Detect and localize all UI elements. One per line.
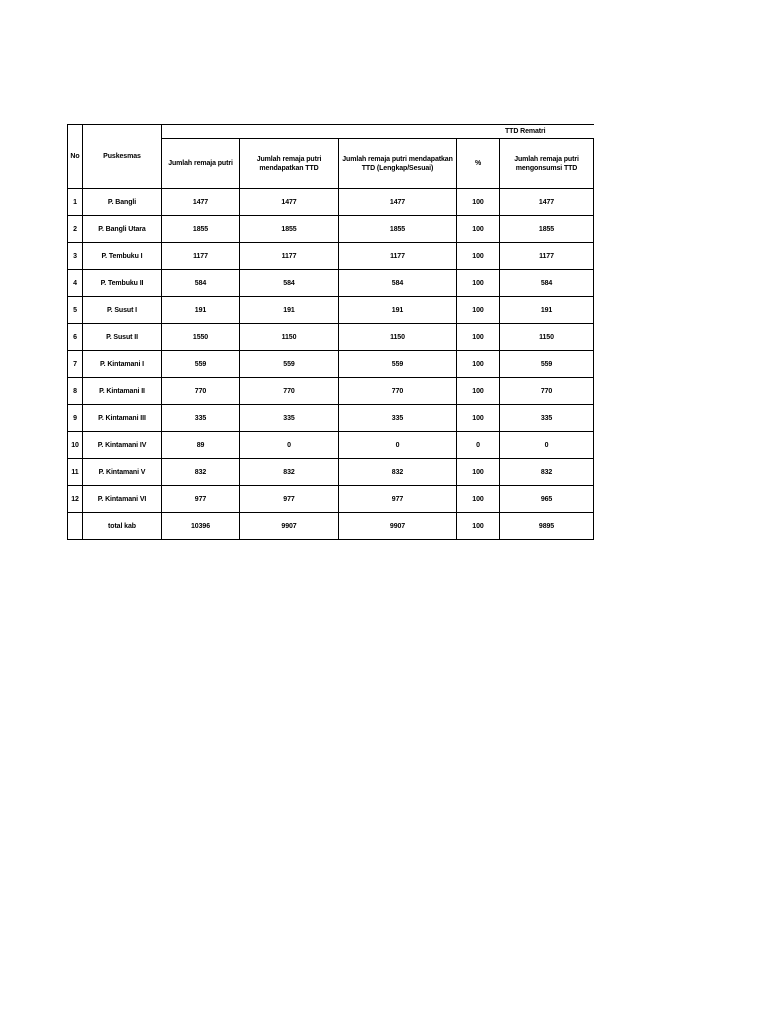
cell-lengkap: 335 [339, 405, 457, 432]
cell-persen: 100 [457, 324, 500, 351]
col-header-mengonsumsi-ttd: Jumlah remaja putri mengonsumsi TTD [500, 139, 594, 189]
cell-mengonsumsi: 0 [500, 432, 594, 459]
cell-no: 5 [68, 297, 83, 324]
table-row [68, 432, 594, 459]
cell-persen: 0 [457, 432, 500, 459]
cell-puskesmas: P. Kintamani II [83, 378, 162, 405]
cell-no: 12 [68, 486, 83, 513]
table-row [68, 486, 594, 513]
table-row [68, 270, 594, 297]
cell-no [68, 513, 83, 540]
cell-mengonsumsi: 1150 [500, 324, 594, 351]
cell-mendapatkan: 584 [240, 270, 339, 297]
cell-no: 3 [68, 243, 83, 270]
cell-persen: 100 [457, 189, 500, 216]
cell-no: 8 [68, 378, 83, 405]
cell-lengkap: 191 [339, 297, 457, 324]
cell-puskesmas: P. Kintamani I [83, 351, 162, 378]
cell-persen: 100 [457, 270, 500, 297]
cell-jumlah: 1550 [162, 324, 240, 351]
table-row [68, 216, 594, 243]
cell-persen: 100 [457, 378, 500, 405]
cell-lengkap: 977 [339, 486, 457, 513]
cell-mengonsumsi: 559 [500, 351, 594, 378]
cell-total-jumlah: 10396 [162, 513, 240, 540]
cell-puskesmas: P. Bangli [83, 189, 162, 216]
cell-jumlah: 1855 [162, 216, 240, 243]
cell-jumlah: 559 [162, 351, 240, 378]
cell-jumlah: 832 [162, 459, 240, 486]
cell-puskesmas: P. Susut II [83, 324, 162, 351]
cell-mengonsumsi: 584 [500, 270, 594, 297]
cell-mengonsumsi: 1855 [500, 216, 594, 243]
header-row-group [68, 125, 594, 139]
cell-mengonsumsi: 335 [500, 405, 594, 432]
table-row [68, 324, 594, 351]
cell-mendapatkan: 191 [240, 297, 339, 324]
cell-no: 4 [68, 270, 83, 297]
cell-jumlah: 584 [162, 270, 240, 297]
cell-total-mendapatkan: 9907 [240, 513, 339, 540]
cell-mendapatkan: 335 [240, 405, 339, 432]
cell-total-mengonsumsi: 9895 [500, 513, 594, 540]
table-row [68, 189, 594, 216]
cell-puskesmas: P. Tembuku II [83, 270, 162, 297]
cell-no: 9 [68, 405, 83, 432]
cell-mendapatkan: 1177 [240, 243, 339, 270]
cell-persen: 100 [457, 486, 500, 513]
cell-jumlah: 191 [162, 297, 240, 324]
cell-puskesmas: P. Kintamani III [83, 405, 162, 432]
table-row [68, 297, 594, 324]
cell-jumlah: 1177 [162, 243, 240, 270]
cell-lengkap: 0 [339, 432, 457, 459]
total-row [68, 513, 594, 540]
cell-puskesmas: P. Tembuku I [83, 243, 162, 270]
cell-persen: 100 [457, 459, 500, 486]
cell-puskesmas: P. Kintamani V [83, 459, 162, 486]
cell-jumlah: 977 [162, 486, 240, 513]
cell-mengonsumsi: 1177 [500, 243, 594, 270]
cell-lengkap: 1855 [339, 216, 457, 243]
cell-jumlah: 89 [162, 432, 240, 459]
cell-mengonsumsi: 191 [500, 297, 594, 324]
col-header-jumlah-remaja-putri: Jumlah remaja putri [162, 139, 240, 189]
cell-total-label: total kab [83, 513, 162, 540]
col-header-lengkap-sesuai: Jumlah remaja putri mendapatkan TTD (Lengkap/Sesuai) [339, 139, 457, 189]
cell-lengkap: 1177 [339, 243, 457, 270]
table-row [68, 378, 594, 405]
table-row [68, 405, 594, 432]
cell-mengonsumsi: 965 [500, 486, 594, 513]
cell-no: 6 [68, 324, 83, 351]
cell-mengonsumsi: 832 [500, 459, 594, 486]
cell-jumlah: 770 [162, 378, 240, 405]
cell-lengkap: 1477 [339, 189, 457, 216]
cell-puskesmas: P. Kintamani IV [83, 432, 162, 459]
cell-no: 7 [68, 351, 83, 378]
ttd-rematri-table [67, 124, 594, 540]
table-row [68, 243, 594, 270]
cell-total-lengkap: 9907 [339, 513, 457, 540]
cell-lengkap: 584 [339, 270, 457, 297]
cell-jumlah: 1477 [162, 189, 240, 216]
cell-lengkap: 832 [339, 459, 457, 486]
cell-persen: 100 [457, 243, 500, 270]
cell-mendapatkan: 1855 [240, 216, 339, 243]
cell-mengonsumsi: 1477 [500, 189, 594, 216]
cell-mendapatkan: 0 [240, 432, 339, 459]
cell-persen: 100 [457, 216, 500, 243]
cell-mendapatkan: 977 [240, 486, 339, 513]
cell-lengkap: 770 [339, 378, 457, 405]
cell-mendapatkan: 770 [240, 378, 339, 405]
cell-no: 11 [68, 459, 83, 486]
table-row [68, 351, 594, 378]
cell-no: 1 [68, 189, 83, 216]
cell-mendapatkan: 1150 [240, 324, 339, 351]
group-header-ttd-rematri: TTD Rematri [162, 125, 594, 139]
col-header-no: No [68, 125, 83, 189]
cell-persen: 100 [457, 405, 500, 432]
cell-persen: 100 [457, 297, 500, 324]
col-header-mendapatkan-ttd: Jumlah remaja putri mendapatkan TTD [240, 139, 339, 189]
col-header-persen: % [457, 139, 500, 189]
cell-puskesmas: P. Susut I [83, 297, 162, 324]
cell-lengkap: 1150 [339, 324, 457, 351]
table-row [68, 459, 594, 486]
cell-puskesmas: P. Bangli Utara [83, 216, 162, 243]
cell-mendapatkan: 1477 [240, 189, 339, 216]
cell-no: 2 [68, 216, 83, 243]
cell-puskesmas: P. Kintamani VI [83, 486, 162, 513]
cell-persen: 100 [457, 351, 500, 378]
cell-jumlah: 335 [162, 405, 240, 432]
col-header-puskesmas: Puskesmas [83, 125, 162, 189]
cell-lengkap: 559 [339, 351, 457, 378]
cell-mendapatkan: 832 [240, 459, 339, 486]
cell-mengonsumsi: 770 [500, 378, 594, 405]
cell-no: 10 [68, 432, 83, 459]
cell-total-persen: 100 [457, 513, 500, 540]
cell-mendapatkan: 559 [240, 351, 339, 378]
